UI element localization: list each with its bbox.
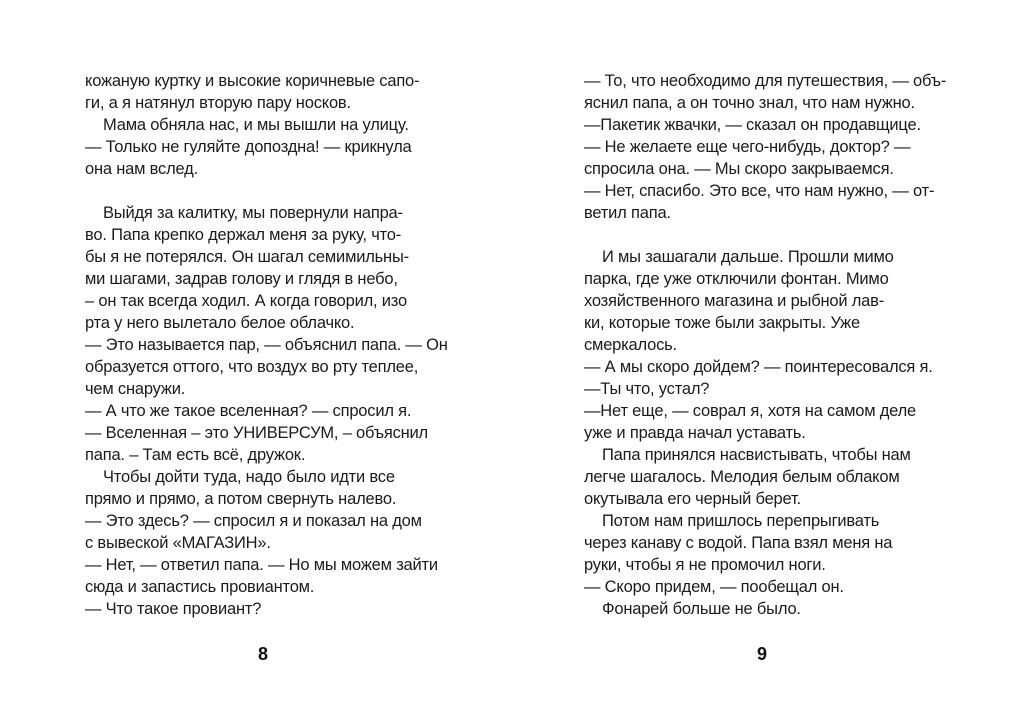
text-line: — То, что необходимо для путешествия, — объ- (584, 72, 947, 90)
text-line: — Не желаете еще чего-нибудь, доктор? — (584, 138, 911, 156)
text-line: – он так всегда ходил. А когда говорил, изо (85, 292, 407, 310)
text-line: — Только не гуляйте допоздна! — крикнула (85, 138, 412, 156)
text-line: — А мы скоро дойдем? — поинтересовался я. (584, 358, 933, 376)
text-line: — Вселенная – это УНИВЕРСУМ, – объяснил (85, 424, 428, 442)
text-line: —Ты что, устал? (584, 380, 710, 398)
page-right-text (584, 70, 947, 620)
text-line: кожаную куртку и высокие коричневые сапо- (85, 72, 420, 90)
text-line: уже и правда начал уставать. (584, 424, 806, 442)
text-line: И мы зашагали дальше. Прошли мимо (602, 248, 894, 266)
text-line: Потом нам пришлось перепрыгивать (602, 512, 880, 530)
text-line: ветил папа. (584, 204, 671, 222)
blank-line (85, 180, 441, 202)
text-line: во. Папа крепко держал меня за руку, что- (85, 226, 402, 244)
text-line: она нам вслед. (85, 160, 198, 178)
text-line: бы я не потерялся. Он шагал семимильны- (85, 248, 409, 266)
text-line: —Пакетик жвачки, — сказал он продавщице. (584, 116, 921, 134)
text-line: —Нет еще, — соврал я, хотя на самом деле (584, 402, 916, 420)
text-line: — А что же такое вселенная? — спросил я. (85, 402, 412, 420)
text-line: парка, где уже отключили фонтан. Мимо (584, 270, 889, 288)
text-line: окутывала его черный берет. (584, 490, 801, 508)
blank-line (584, 224, 940, 246)
text-line: руки, чтобы я не промочил ноги. (584, 556, 826, 574)
text-line: папа. – Там есть всё, дружок. (85, 446, 306, 464)
text-line: спросила она. — Мы скоро закрываемся. (584, 160, 894, 178)
text-line: — Это здесь? — спросил я и показал на дом (85, 512, 422, 530)
text-line: Папа принялся насвистывать, чтобы нам (602, 446, 911, 464)
text-line: — Нет, — ответил папа. — Но мы можем зайти (85, 556, 438, 574)
text-line: — Нет, спасибо. Это все, что нам нужно, — от- (584, 182, 935, 200)
page-left (85, 70, 448, 665)
text-line: легче шагалось. Мелодия белым облаком (584, 468, 900, 486)
text-line: — Скоро придем, — пообещал он. (584, 578, 844, 596)
page-left-number: 8 (257, 644, 268, 664)
text-line: хозяйственного магазина и рыбной лав- (584, 292, 885, 310)
text-line: ги, а я натянул вторую пару носков. (85, 94, 351, 112)
text-line: Чтобы дойти туда, надо было идти все (103, 468, 395, 486)
text-line: Фонарей больше не было. (602, 600, 801, 618)
text-line: образуется оттого, что воздух во рту теплее, (85, 358, 419, 376)
text-line: смеркалось. (584, 336, 677, 354)
text-line: с вывеской «МАГАЗИН». (85, 534, 271, 552)
page-right-number: 9 (756, 644, 767, 664)
text-line: через канаву с водой. Папа взял меня на (584, 534, 893, 552)
text-line: ки, которые тоже были закрыты. Уже (584, 314, 860, 332)
text-line: ми шагами, задрав голову и глядя в небо, (85, 270, 398, 288)
text-line: Выйдя за калитку, мы повернули напра- (103, 204, 403, 222)
page-right (584, 70, 947, 665)
text-line: — Это называется пар, — объяснил папа. — Он (85, 336, 448, 354)
text-line: яснил папа, а он точно знал, что нам нужно. (584, 94, 915, 112)
text-line: рта у него вылетало белое облачко. (85, 314, 355, 332)
text-line: — Что такое провиант? (85, 600, 262, 618)
text-line: чем снаружи. (85, 380, 186, 398)
text-line: Мама обняла нас, и мы вышли на улицу. (103, 116, 409, 134)
text-line: прямо и прямо, а потом свернуть налево. (85, 490, 397, 508)
text-line: сюда и запастись провиантом. (85, 578, 315, 596)
page-left-text (85, 70, 448, 620)
